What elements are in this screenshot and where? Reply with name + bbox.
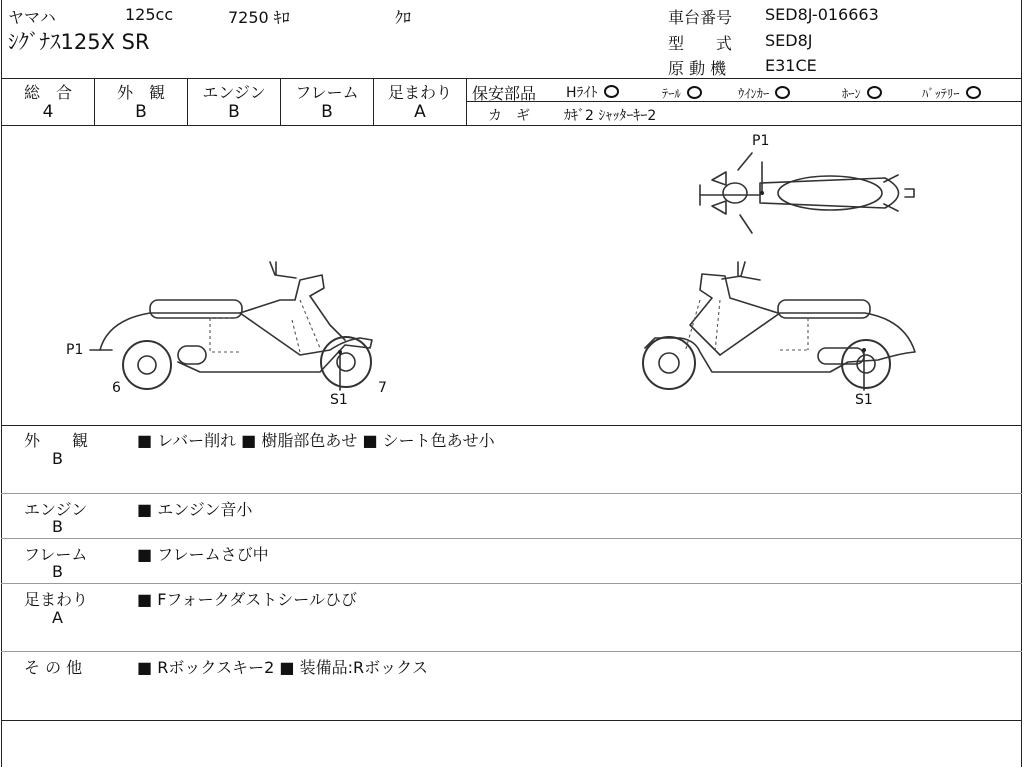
grade-total-label: 総 合 [23, 83, 72, 102]
remark-engine-label: エンジン [24, 500, 88, 519]
key-value: ｶｷﾞ2 ｼｬｯﾀｰｷｰ2 [564, 108, 657, 124]
remark-frame-text: ■ フレームさび中 [137, 545, 269, 564]
remark-suspension-grade: A [52, 608, 63, 627]
remark-engine-grade: B [52, 517, 63, 536]
safety-label: 保安部品 [472, 84, 537, 103]
color: ｸﾛ [395, 8, 412, 27]
remark-engine-text: ■ エンジン音小 [137, 500, 253, 519]
scooter-right-view [643, 262, 915, 390]
remarks-divider [1, 493, 1022, 494]
grade-suspension-label: 足まわり [387, 83, 452, 102]
model-name: ｼｸﾞﾅｽ125X SR [8, 30, 150, 54]
mileage: 7250 ｷﾛ [228, 8, 290, 27]
grade-exterior-label: 外 観 [116, 83, 165, 102]
grade-frame-label: フレーム [295, 83, 359, 102]
remark-suspension-label: 足まわり [24, 590, 89, 609]
frame-no: SED8J-016663 [765, 5, 879, 24]
type-label: 型 式 [668, 34, 733, 53]
maker: ヤマハ [8, 8, 56, 27]
safety-item-tail: ﾃｰﾙ [662, 84, 702, 102]
scooter-top-view [700, 153, 914, 233]
remark-other-label: そ の 他 [24, 658, 83, 677]
left-view-6-label: 6 [112, 380, 121, 396]
grade-suspension-value: A [414, 102, 426, 122]
safety-item-headlight: Hﾗｲﾄ [566, 82, 619, 102]
displacement: 125cc [125, 5, 174, 24]
scooter-left-view [90, 262, 372, 390]
safety-item-battery: ﾊﾞｯﾃﾘｰ [922, 84, 981, 102]
remark-other-text: ■ Rボックスキー2 ■ 装備品:Rボックス [137, 658, 428, 677]
engine-value: E31CE [765, 56, 817, 75]
remark-exterior-grade: B [52, 449, 63, 468]
top-view-p1-label: P1 [752, 133, 770, 149]
safety-item-horn: ﾎｰﾝ [842, 84, 882, 102]
remark-exterior-text: ■ レバー削れ ■ 樹脂部色あせ ■ シート色あせ小 [137, 431, 495, 450]
remarks-divider [1, 583, 1022, 584]
engine-label: 原 動 機 [668, 59, 727, 78]
remarks-divider [1, 538, 1022, 539]
remark-exterior-label: 外 観 [24, 431, 89, 450]
grade-total-value: 4 [42, 102, 54, 122]
right-view-s1-label: S1 [855, 392, 873, 408]
grade-frame-value: B [321, 102, 333, 122]
grade-engine-value: B [228, 102, 240, 122]
frame-no-label: 車台番号 [668, 8, 733, 27]
remark-suspension-text: ■ Fフォークダストシールひび [137, 590, 357, 609]
remarks-top-line [1, 425, 1022, 426]
type-value: SED8J [765, 31, 813, 50]
grade-exterior-value: B [135, 102, 147, 122]
remarks-divider [1, 651, 1022, 652]
safety-item-winker: ｳｲﾝｶｰ [738, 84, 790, 102]
left-view-p1-label: P1 [66, 342, 84, 358]
remark-frame-label: フレーム [24, 545, 88, 564]
left-view-7-label: 7 [378, 380, 387, 396]
left-view-s1-label: S1 [330, 392, 348, 408]
remark-frame-grade: B [52, 562, 63, 581]
key-label: カ ギ [488, 108, 530, 124]
grade-engine-label: エンジン [202, 83, 266, 102]
remarks-bottom-line [1, 720, 1022, 721]
